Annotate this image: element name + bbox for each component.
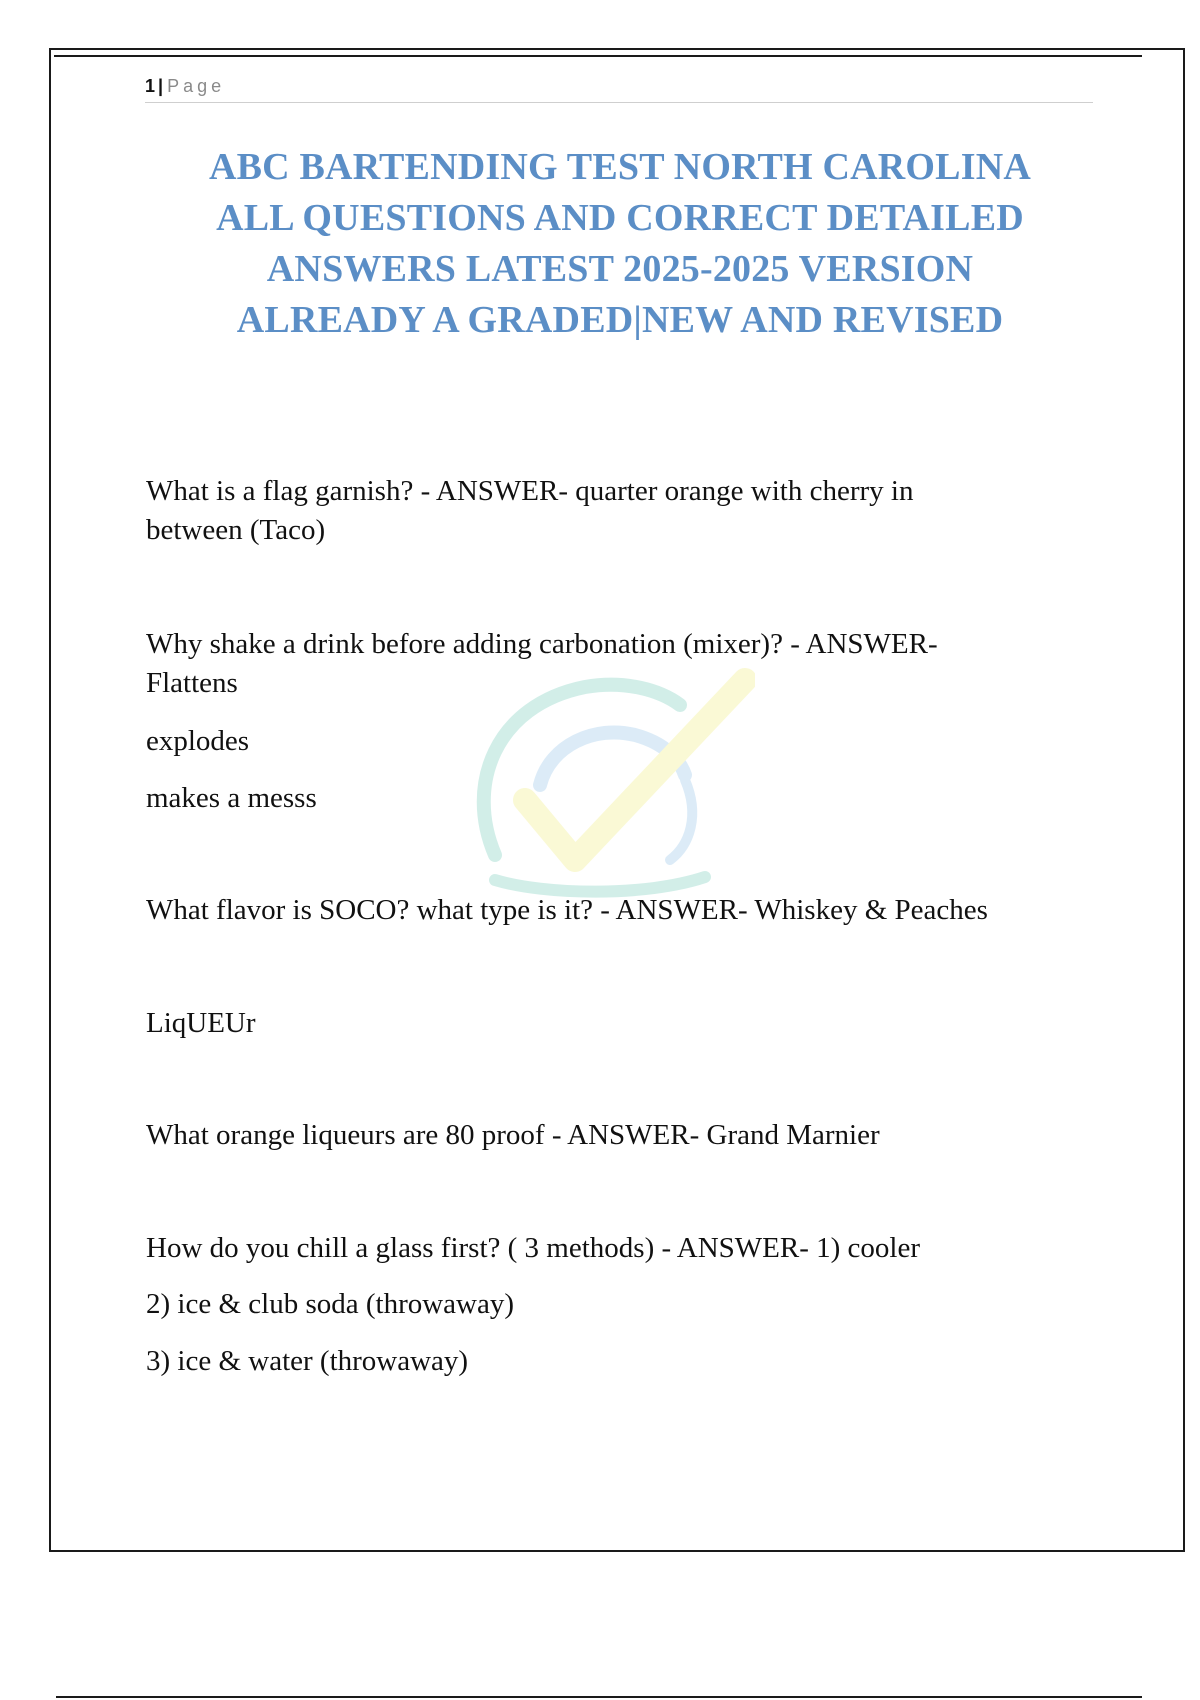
question-text: How do you chill a glass first? ( 3 methods) - ANSWER- 1) cooler	[146, 1232, 920, 1264]
question-text: What orange liqueurs are 80 proof - ANSWER- Grand Marnier	[146, 1119, 880, 1151]
answer-line: makes a messs	[146, 782, 317, 814]
answer-line: LiqUEUr	[146, 1007, 256, 1039]
qa-item-1	[146, 472, 1106, 550]
question-text: What flavor is SOCO? what type is it? - ANSWER- Whiskey & Peaches	[146, 894, 988, 926]
page-label: Page	[167, 76, 226, 96]
title-line: ALREADY A GRADED|NEW AND REVISED	[236, 299, 1004, 341]
document-title	[150, 142, 1090, 346]
top-rule	[54, 55, 1142, 57]
answer-text: Flattens	[146, 667, 238, 699]
answer-line: 3) ice & water (throwaway)	[146, 1345, 469, 1377]
title-line: ANSWERS LATEST 2025-2025 VERSION	[266, 248, 974, 290]
header-separator: |	[158, 76, 164, 96]
answer-line: explodes	[146, 725, 250, 757]
answer-text: between (Taco)	[146, 514, 326, 546]
page-number: 1	[145, 76, 156, 96]
title-line: ALL QUESTIONS AND CORRECT DETAILED	[216, 197, 1024, 239]
qa-item-5	[146, 1229, 1106, 1268]
question-text: What is a flag garnish? - ANSWER- quarter orange with cherry in	[146, 475, 914, 507]
title-line: ABC BARTENDING TEST NORTH CAROLINA	[208, 146, 1031, 188]
bottom-rule	[56, 1696, 1142, 1698]
question-text: Why shake a drink before adding carbonation (mixer)? - ANSWER-	[146, 628, 938, 660]
qa-item-3	[146, 891, 1106, 930]
answer-line: 2) ice & club soda (throwaway)	[146, 1288, 515, 1320]
qa-item-2	[146, 625, 1106, 703]
page-header	[145, 74, 1093, 103]
qa-item-4	[146, 1116, 1106, 1155]
